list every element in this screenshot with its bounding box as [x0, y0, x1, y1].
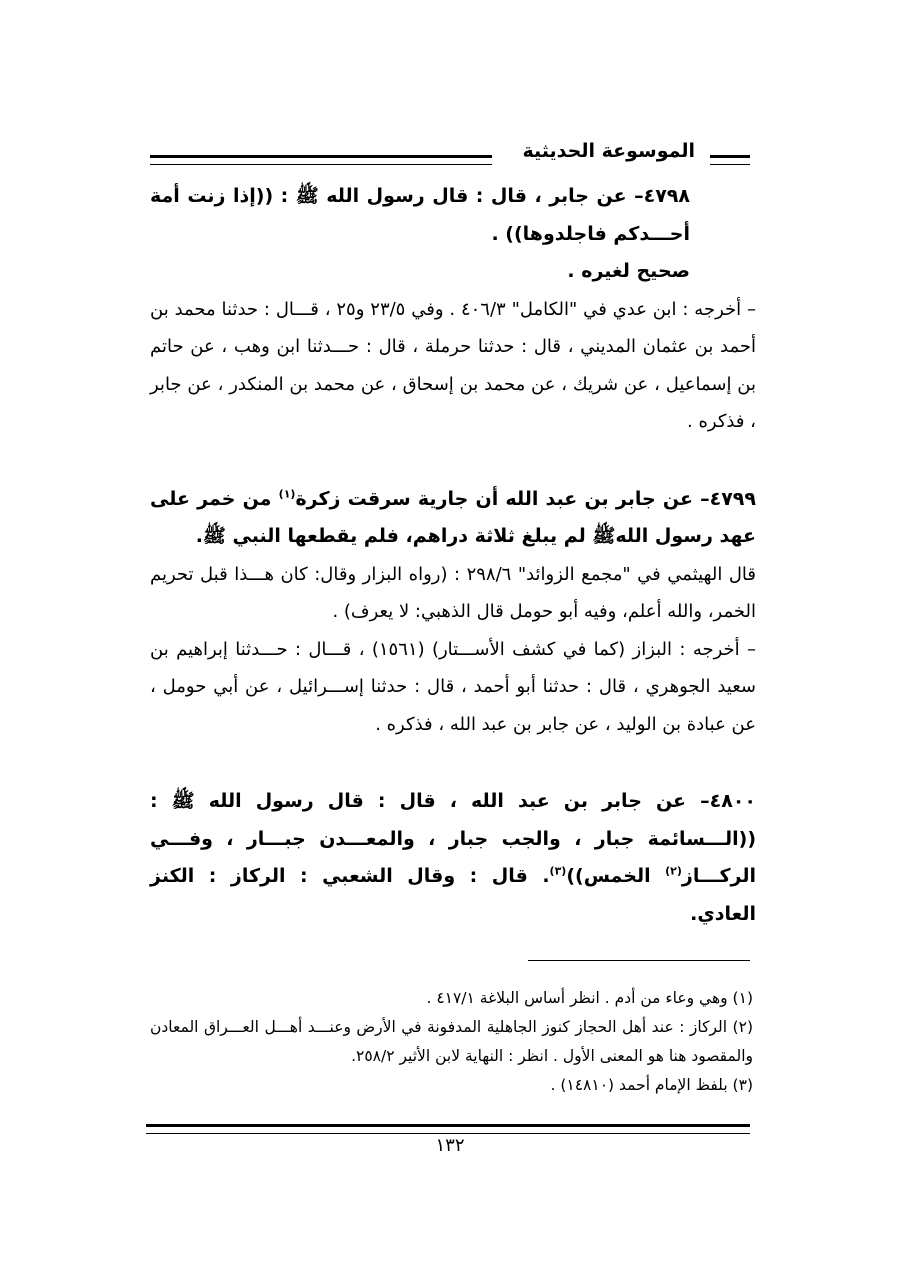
takhrij-paragraph: – أخرجه : ابن عدي في "الكامل" ٤٠٦/٣ . وفي ٢٣/٥ و٢٥ ، قـــال : حدثنا محمد بن أحمد بن عثمان المديني ، قال : حدثنا حرملة ، قال : حـــدثنا ابن وهب ، عن حاتم بن إسماعيل ، عن شريك ، عن محمد بن إسحاق ، عن محمد بن المنكدر ، عن جابر ، فذكره . — [150, 298, 756, 432]
hadith-4799 — [150, 481, 756, 744]
header-rule-right — [710, 155, 750, 165]
hadith-text — [150, 178, 756, 253]
hadith-number: ٤٨٠٠ — [709, 790, 756, 812]
header-rule-left — [150, 155, 492, 165]
footnote-3: (٣) بلفظ الإمام أحمد (١٤٨١٠) . — [550, 1076, 753, 1094]
hadith-body: . قال : وقال الشعبي : الركاز : الكنز العادي. — [150, 865, 756, 925]
footnote-ref[interactable]: (٣) — [549, 864, 567, 878]
hadith-4798 — [150, 178, 756, 441]
hadith-4800 — [150, 783, 756, 933]
block-spacer — [150, 441, 756, 481]
hadith-number: ٤٧٩٩ — [709, 487, 756, 510]
hadith-body: – عن جابر بن عبد الله أن جارية سرقت زكرة — [295, 487, 710, 510]
block-spacer — [150, 743, 756, 783]
hadith-text — [150, 481, 756, 556]
footnote-ref[interactable]: (١) — [278, 487, 296, 501]
commentary-paragraph: قال الهيثمي في "مجمع الزوائد" ٢٩٨/٦ : (رواه البزار وقال: كان هـــذا قبل تحريم الخمر، والله أعلم، وفيه أبو حومل قال الذهبي: لا يعرف) . — [150, 563, 756, 622]
footnote-separator — [528, 960, 750, 961]
footnote-2: (٢) الركاز : عند أهل الحجاز كنوز الجاهلية المدفونة في الأرض وعنـــد أهـــل العـــراق المعادن والمقصود هنا هو المعنى الأول . انظر : النهاية لابن الأثير ٢٥٨/٢. — [150, 1018, 753, 1065]
main-content — [150, 178, 756, 933]
hadith-grade: صحيح لغيره . — [567, 260, 690, 282]
footnotes — [150, 984, 753, 1100]
hadith-text — [150, 783, 756, 933]
footnote-ref[interactable]: (٢) — [665, 864, 682, 878]
header-title: الموسوعة الحديثية — [522, 140, 695, 162]
footnote-1: (١) وهي وعاء من أدم . انظر أساس البلاغة ٤١٧/١ . — [426, 989, 753, 1007]
hadith-body: – عن جابر بن عبد الله ، قال : قال رسول الله ﷺ : ((الـــسائمة جبار ، والجب جبار ، والمعـــدن جبـــار ، وفـــي الركـــاز — [150, 790, 756, 887]
hadith-number: ٤٧٩٨ — [643, 185, 690, 207]
running-header — [150, 140, 750, 174]
footer-rule — [146, 1124, 750, 1134]
hadith-body: من خمر على عهد رسول اللهﷺ لم يبلغ ثلاثة دراهم، فلم يقطعها النبي ﷺ. — [150, 487, 756, 547]
page-number: ١٣٢ — [435, 1135, 465, 1156]
takhrij-paragraph: – أخرجه : البزاز (كما في كشف الأســـتار) (١٥٦١) ، قـــال : حـــدثنا إبراهيم بن سعيد الجوهري ، قال : حدثنا أبو أحمد ، قال : حدثنا إســـرائيل ، عن أبي حومل ، عن عبادة بن الوليد ، عن جابر بن عبد الله ، فذكره . — [150, 638, 757, 735]
hadith-body: – عن جابر ، قال : قال رسول الله ﷺ : ((إذا زنت أمة أحـــدكم فاجلدوها)) . — [150, 185, 690, 245]
hadith-body: الخمس)) — [566, 865, 666, 887]
